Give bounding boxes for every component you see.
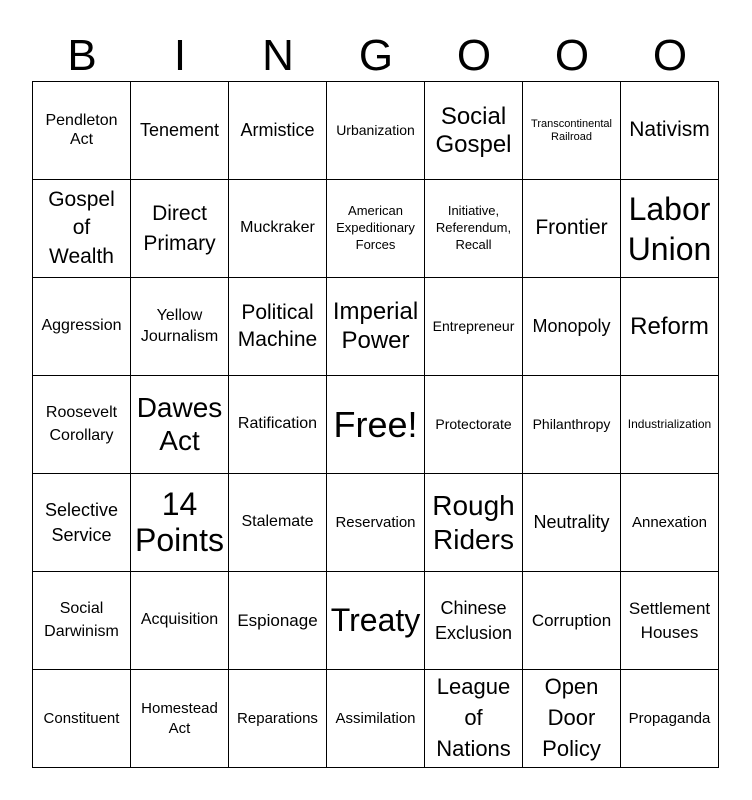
bingo-grid <box>32 81 719 768</box>
cell-text: Yellow Journalism <box>140 306 219 345</box>
header-letter-o-3: O <box>652 31 688 80</box>
cell-text: Selective Service <box>44 500 119 545</box>
bingo-cell[interactable] <box>621 180 719 278</box>
header-letter-o-2: O <box>554 31 590 80</box>
bingo-cell[interactable] <box>621 572 719 670</box>
bingo-cell[interactable] <box>229 670 327 768</box>
cell-text: Transcontinental Railroad <box>531 117 612 143</box>
cell-text: 14 Points <box>135 486 224 558</box>
header-letter-o-1: O <box>456 31 492 80</box>
bingo-cell[interactable] <box>131 180 229 278</box>
bingo-cell[interactable] <box>425 572 523 670</box>
bingo-cell[interactable] <box>621 670 719 768</box>
cell-text: Frontier <box>535 216 608 240</box>
cell-text: Reparations <box>237 709 318 727</box>
bingo-cell[interactable] <box>131 474 229 572</box>
bingo-cell[interactable] <box>523 82 621 180</box>
cell-text: Protectorate <box>435 416 512 433</box>
cell-text: Armistice <box>240 120 315 141</box>
cell-text: Ratification <box>237 415 318 433</box>
bingo-cell[interactable] <box>327 572 425 670</box>
bingo-cell[interactable] <box>327 82 425 180</box>
cell-text: Labor Union <box>627 190 712 267</box>
cell-text: Chinese Exclusion <box>434 598 513 643</box>
cell-text: League of Nations <box>436 674 511 761</box>
cell-text: Annexation <box>631 513 708 531</box>
cell-text: Reservation <box>335 513 416 531</box>
cell-text: Political Machine <box>237 301 318 351</box>
bingo-cell[interactable] <box>621 376 719 474</box>
bingo-cell[interactable] <box>425 376 523 474</box>
cell-text: Constituent <box>43 709 120 727</box>
bingo-cell[interactable] <box>425 474 523 572</box>
cell-text: Reform <box>630 312 709 340</box>
bingo-cell[interactable] <box>523 376 621 474</box>
bingo-cell[interactable] <box>425 278 523 376</box>
free-cell-text: Free! <box>333 403 418 445</box>
bingo-cell[interactable] <box>327 670 425 768</box>
cell-text: Assimilation <box>335 709 416 727</box>
cell-text: Industrialization <box>627 416 712 431</box>
bingo-cell[interactable] <box>425 82 523 180</box>
cell-text: Roosevelt Corollary <box>45 404 118 444</box>
cell-text: Rough Riders <box>432 489 515 555</box>
cell-text: Treaty <box>330 602 421 639</box>
bingo-cell[interactable] <box>425 670 523 768</box>
bingo-cell[interactable] <box>523 670 621 768</box>
cell-text: Philanthropy <box>532 416 611 433</box>
bingo-cell[interactable] <box>425 180 523 278</box>
bingo-cell[interactable] <box>327 474 425 572</box>
bingo-cell[interactable] <box>327 180 425 278</box>
cell-text: Monopoly <box>532 316 611 337</box>
bingo-cell[interactable] <box>131 572 229 670</box>
bingo-cell[interactable] <box>229 572 327 670</box>
cell-text: Nativism <box>629 118 710 142</box>
bingo-cell[interactable] <box>131 670 229 768</box>
header-letter-g: G <box>358 31 394 80</box>
bingo-cell[interactable] <box>523 180 621 278</box>
cell-text: Corruption <box>531 610 612 630</box>
bingo-cell[interactable] <box>33 278 131 376</box>
cell-text: Gospel of Wealth <box>48 187 115 268</box>
bingo-cell[interactable] <box>33 670 131 768</box>
cell-text: Propaganda <box>628 709 711 727</box>
bingo-cell[interactable] <box>621 474 719 572</box>
cell-text: Imperial Power <box>332 297 419 354</box>
bingo-cell[interactable] <box>327 278 425 376</box>
cell-text: Neutrality <box>533 512 610 533</box>
bingo-cell[interactable] <box>621 278 719 376</box>
cell-text: Stalemate <box>241 513 314 531</box>
bingo-cell[interactable] <box>523 572 621 670</box>
bingo-cell[interactable] <box>131 278 229 376</box>
cell-text: Initiative, Referendum, Recall <box>435 203 512 252</box>
header-letter-n: N <box>262 31 294 80</box>
cell-text: Open Door Policy <box>542 674 601 761</box>
bingo-cell[interactable] <box>33 180 131 278</box>
bingo-cell[interactable] <box>229 278 327 376</box>
bingo-cell[interactable] <box>229 180 327 278</box>
cell-text: Pendleton Act <box>45 112 118 148</box>
bingo-cell[interactable] <box>131 376 229 474</box>
cell-text: Social Gospel <box>435 102 512 158</box>
bingo-header <box>33 30 719 82</box>
bingo-cell[interactable] <box>621 82 719 180</box>
cell-text: Entrepreneur <box>432 318 515 335</box>
bingo-cell[interactable] <box>523 474 621 572</box>
cell-text: Social Darwinism <box>44 600 119 640</box>
cell-text: Direct Primary <box>143 202 216 255</box>
cell-text: Dawes Act <box>136 392 223 456</box>
cell-text: Aggression <box>41 317 122 335</box>
cell-text: Urbanization <box>336 122 415 139</box>
bingo-cell[interactable] <box>229 474 327 572</box>
cell-text: American Expeditionary Forces <box>336 203 415 252</box>
bingo-cell[interactable] <box>33 474 131 572</box>
bingo-cell[interactable] <box>33 572 131 670</box>
header-letter-i: I <box>173 31 187 80</box>
header-letter-b: B <box>67 31 97 80</box>
bingo-cell[interactable] <box>33 82 131 180</box>
cell-text: Muckraker <box>240 219 315 237</box>
bingo-cell[interactable] <box>33 376 131 474</box>
bingo-cell[interactable] <box>523 278 621 376</box>
bingo-cell[interactable] <box>229 376 327 474</box>
cell-text: Acquisition <box>140 611 219 629</box>
cell-text: Settlement Houses <box>628 598 711 642</box>
cell-text: Espionage <box>237 610 318 630</box>
bingo-cell[interactable] <box>229 82 327 180</box>
cell-text: Tenement <box>139 120 220 141</box>
cell-text: Homestead Act <box>141 700 218 737</box>
free-cell[interactable] <box>327 376 425 474</box>
bingo-cell[interactable] <box>131 82 229 180</box>
